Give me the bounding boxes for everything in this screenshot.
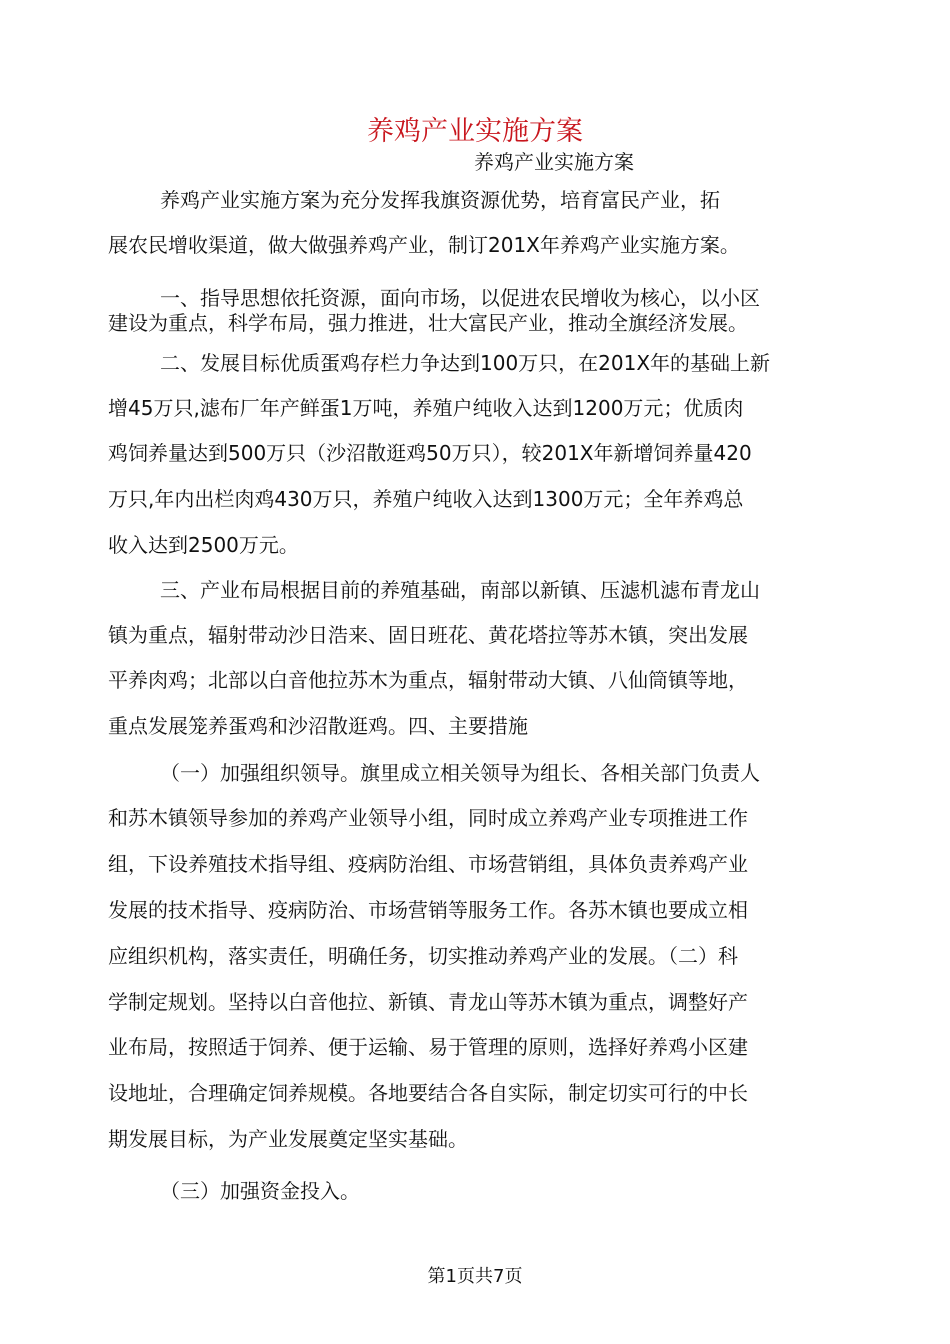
body-line-23: （三）加强资金投入。: [160, 1179, 360, 1203]
body-line-10: 三、产业布局根据目前的养殖基础，南部以新镇、压滤机滤布青龙山: [160, 578, 760, 602]
body-line-15: 和苏木镇领导参加的养鸡产业领导小组，同时成立养鸡产业专项推进工作: [108, 806, 748, 830]
body-line-6: 增45万只,滤布厂年产鲜蛋1万吨，养殖户纯收入达到1200万元；优质肉: [108, 396, 744, 420]
body-line-18: 应组织机构，落实责任，明确任务，切实推动养鸡产业的发展。（二）科: [108, 944, 738, 968]
document-subtitle: 养鸡产业实施方案: [474, 150, 634, 174]
body-line-3: 一、指导思想依托资源，面向市场，以促进农民增收为核心，以小区: [160, 286, 760, 310]
body-line-2: 展农民增收渠道，做大做强养鸡产业，制订201X年养鸡产业实施方案。: [108, 233, 740, 257]
body-line-1: 养鸡产业实施方案为充分发挥我旗资源优势，培育富民产业，拓: [160, 188, 720, 212]
body-line-20: 业布局，按照适于饲养、便于运输、易于管理的原则，选择好养鸡小区建: [108, 1035, 748, 1059]
body-line-8: 万只,年内出栏肉鸡430万只，养殖户纯收入达到1300万元；全年养鸡总: [108, 487, 744, 511]
body-line-22: 期发展目标，为产业发展奠定坚实基础。: [108, 1127, 468, 1151]
body-line-12: 平养肉鸡；北部以白音他拉苏木为重点，辐射带动大镇、八仙筒镇等地，: [108, 668, 748, 692]
document-title: 养鸡产业实施方案: [367, 116, 583, 147]
body-line-14: （一）加强组织领导。旗里成立相关领导为组长、各相关部门负责人: [160, 761, 760, 785]
body-line-21: 设地址，合理确定饲养规模。各地要结合各自实际，制定切实可行的中长: [108, 1081, 748, 1105]
body-line-13: 重点发展笼养蛋鸡和沙沼散逛鸡。四、主要措施: [108, 714, 528, 738]
body-line-17: 发展的技术指导、疫病防治、市场营销等服务工作。各苏木镇也要成立相: [108, 898, 748, 922]
body-line-16: 组，下设养殖技术指导组、疫病防治组、市场营销组，具体负责养鸡产业: [108, 852, 748, 876]
body-line-9: 收入达到2500万元。: [108, 533, 299, 557]
page-footer: 第1页共7页: [427, 1266, 523, 1287]
body-line-4: 建设为重点，科学布局，强力推进，壮大富民产业，推动全旗经济发展。: [108, 311, 748, 335]
body-line-19: 学制定规划。坚持以白音他拉、新镇、青龙山等苏木镇为重点，调整好产: [108, 990, 748, 1014]
body-line-7: 鸡饲养量达到500万只（沙沼散逛鸡50万只），较201X年新增饲养量420: [108, 441, 752, 465]
body-line-5: 二、发展目标优质蛋鸡存栏力争达到100万只，在201X年的基础上新: [160, 351, 771, 375]
body-line-11: 镇为重点，辐射带动沙日浩来、固日班花、黄花塔拉等苏木镇，突出发展: [108, 623, 748, 647]
